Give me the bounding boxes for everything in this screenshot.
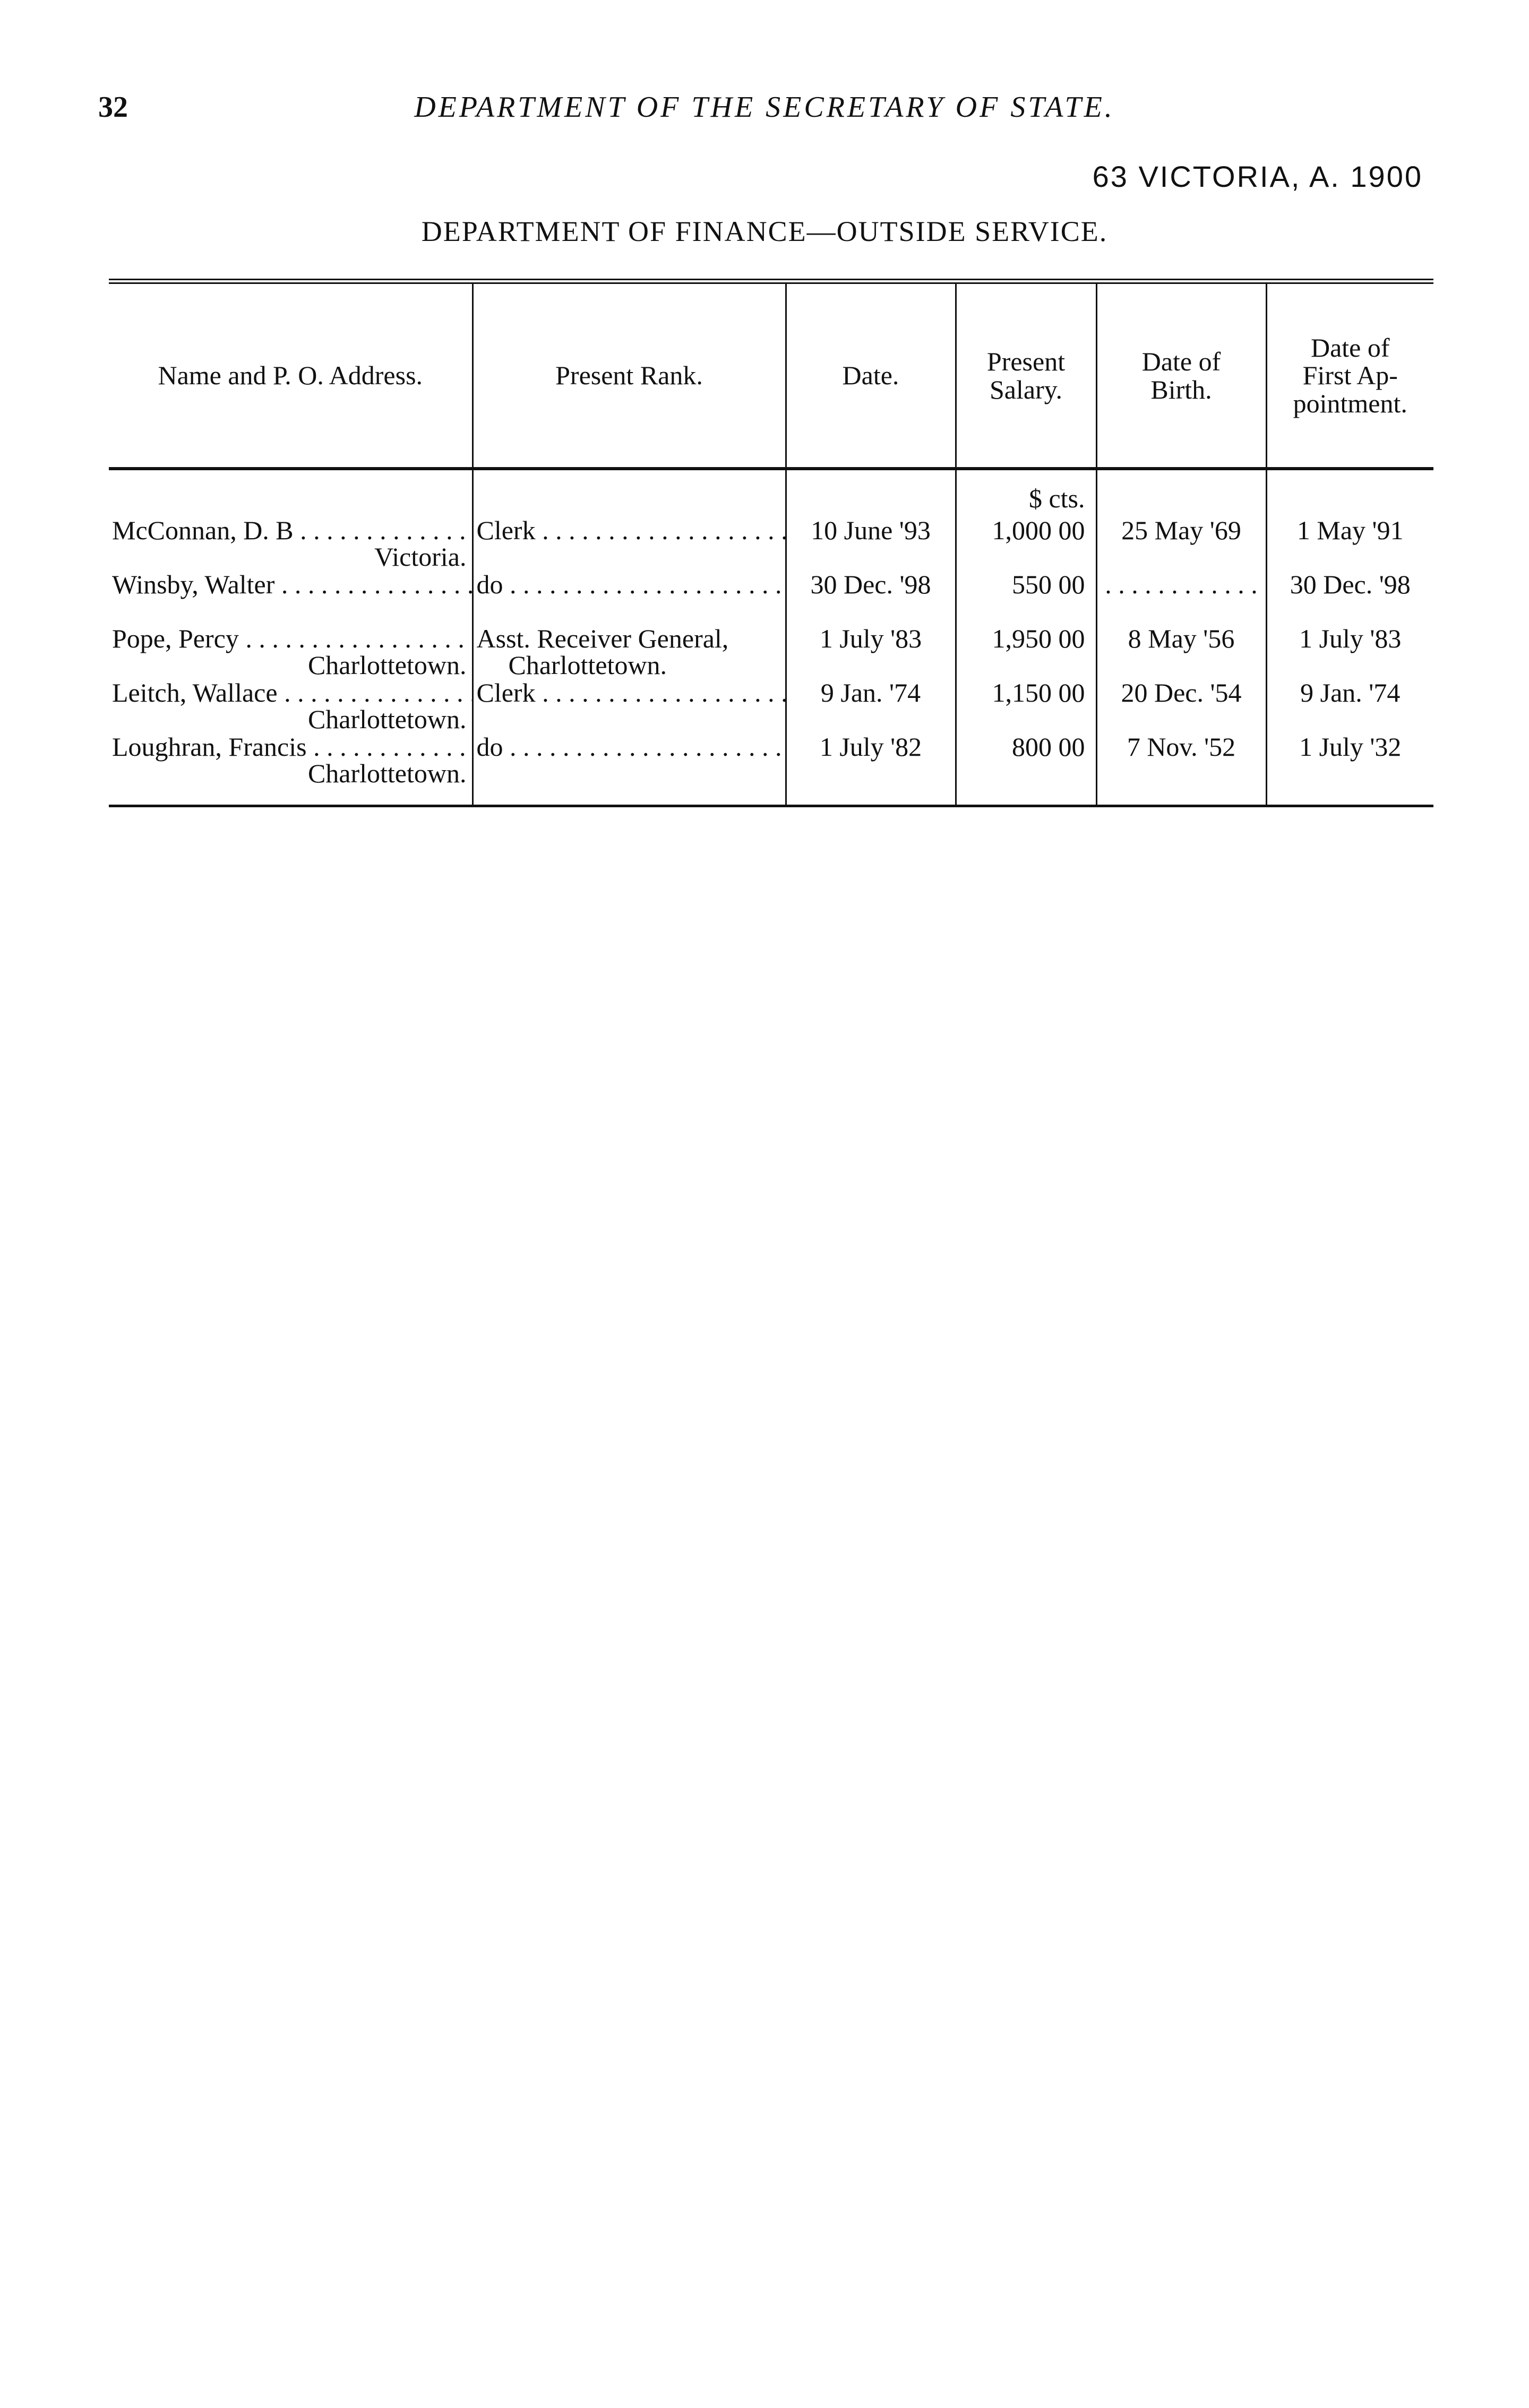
employee-address: Charlottetown. [307, 758, 467, 788]
table-row [109, 517, 1433, 571]
employee-address: Charlottetown. [307, 704, 467, 733]
employee-name: Loughran, Francis . . . [112, 733, 469, 760]
birth-date-blank [1096, 571, 1266, 625]
present-rank: Clerk . . . [477, 517, 786, 545]
salary-unit: $ cts. [956, 469, 1096, 517]
table-header-row [109, 281, 1433, 469]
header-name: Name and P. O. Address. [109, 281, 473, 469]
birth-date: 25 May '69 [1096, 517, 1266, 571]
present-salary: 1,150 00 [956, 679, 1096, 733]
rank-date: 30 Dec. '98 [786, 571, 956, 625]
section-title: DEPARTMENT OF FINANCE—OUTSIDE SERVICE. [421, 215, 1108, 247]
header-birth [1096, 281, 1266, 469]
employee-address: Victoria. [374, 542, 467, 571]
first-appointment-date: 1 May '91 [1266, 517, 1433, 571]
header-birth-line2: Birth. [1150, 374, 1212, 404]
employee-name: Pope, Percy . . . [112, 625, 469, 652]
header-first-line1: Date of [1310, 332, 1390, 363]
header-birth-line1: Date of [1141, 347, 1221, 376]
first-appointment-date: 9 Jan. '74 [1266, 679, 1433, 733]
header-rank: Present Rank. [473, 281, 786, 469]
table-row [109, 625, 1433, 679]
rank-date: 1 July '82 [786, 733, 956, 806]
rank-date: 9 Jan. '74 [786, 679, 956, 733]
units-row [109, 469, 1433, 517]
page-number: 32 [98, 91, 128, 124]
birth-date: 20 Dec. '54 [1096, 679, 1266, 733]
present-salary: 1,000 00 [956, 517, 1096, 571]
header-first-line3: pointment. [1293, 388, 1407, 418]
first-appointment-date: 1 July '32 [1266, 733, 1433, 806]
first-appointment-date: 1 July '83 [1266, 625, 1433, 679]
running-head: DEPARTMENT OF THE SECRETARY OF STATE. [414, 91, 1115, 124]
present-salary: 1,950 00 [956, 625, 1096, 679]
birth-date: 8 May '56 [1096, 625, 1266, 679]
session-label: 63 VICTORIA, A. 1900 [1092, 160, 1423, 193]
header-first-line2: First Ap- [1302, 360, 1398, 391]
table-row [109, 571, 1433, 625]
header-salary-line1: Present [986, 347, 1066, 376]
rank-date: 10 June '93 [786, 517, 956, 571]
header-salary [956, 281, 1096, 469]
header-date: Date. [786, 281, 956, 469]
present-rank: Asst. Receiver General, [476, 625, 729, 653]
rank-date: 1 July '83 [786, 625, 956, 679]
present-rank: Clerk . . . [477, 679, 786, 707]
staff-table [109, 279, 1433, 807]
present-rank: do . . . [477, 571, 786, 599]
present-salary: 550 00 [956, 571, 1096, 625]
rank-address: Charlottetown. [508, 650, 667, 679]
employee-name: Leitch, Wallace . . . [112, 679, 469, 706]
table-row [109, 679, 1433, 733]
first-appointment-date: 30 Dec. '98 [1266, 571, 1433, 625]
header-salary-line2: Salary. [990, 374, 1062, 404]
present-rank: do . . . [477, 733, 786, 762]
present-salary: 800 00 [956, 733, 1096, 806]
employee-address: Charlottetown. [307, 650, 467, 679]
table-row [109, 733, 1433, 806]
employee-name: Winsby, Walter . . . [112, 571, 469, 598]
employee-name: McConnan, D. B . . . [112, 517, 469, 543]
birth-date: 7 Nov. '52 [1096, 733, 1266, 806]
header-first-appointment [1266, 281, 1433, 469]
